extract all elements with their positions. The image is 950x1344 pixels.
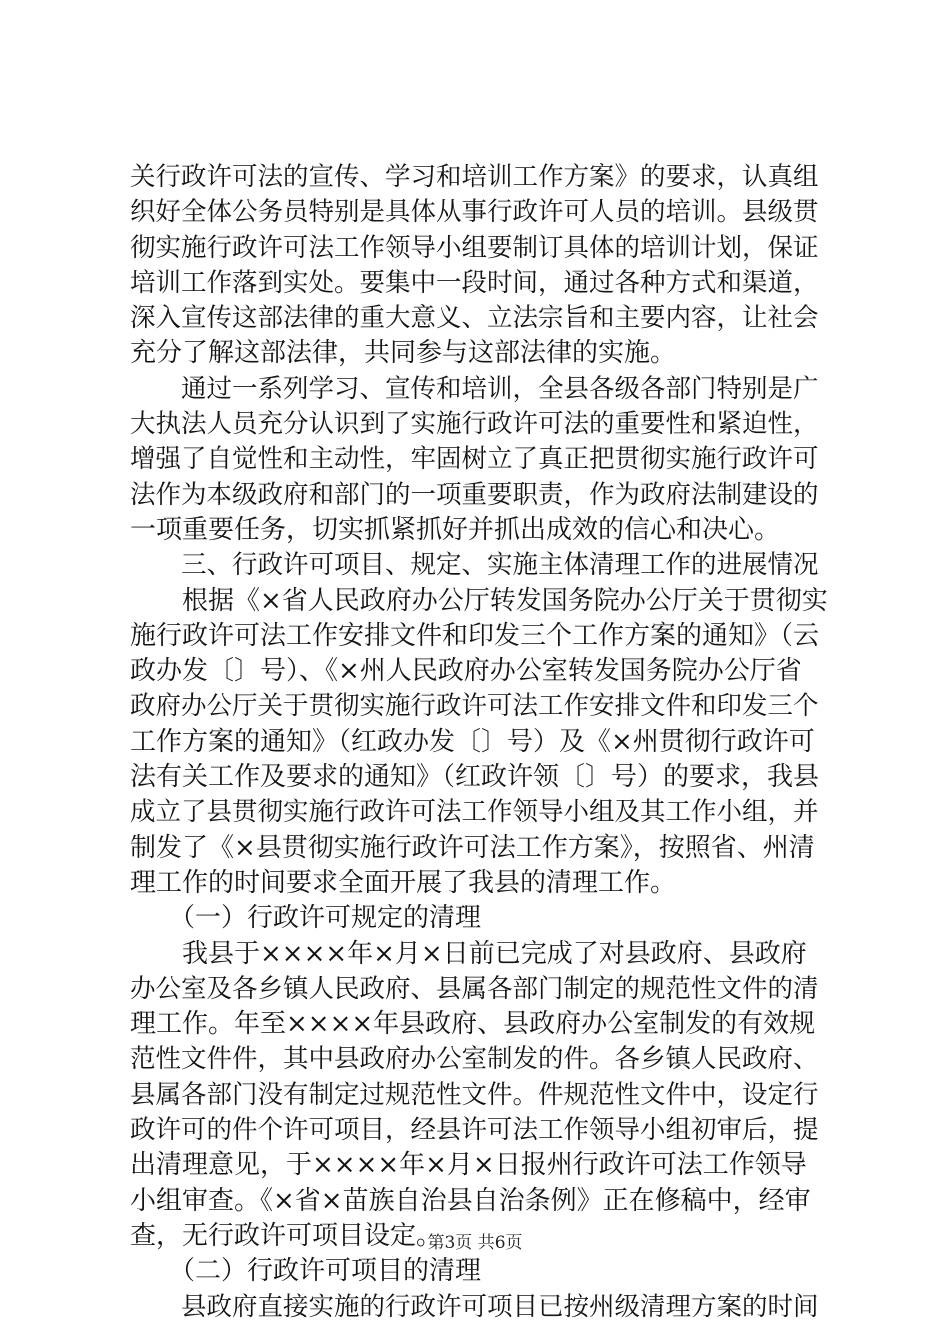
text-line: 一项重要任务，切实抓紧抓好并抓出成效的信心和决心。 <box>130 514 781 545</box>
text-line: 县属各部门没有制定过规范性文件。件规范性文件中，设定行 <box>130 1079 819 1110</box>
text-line: 深入宣传这部法律的重大意义、立法宗旨和主要内容，让社会 <box>130 303 819 334</box>
text-line: 根据《×省人民政府办公厅转发国务院办公厅关于贯彻实 <box>130 585 828 616</box>
text-line: 范性文件件，其中县政府办公室制发的件。各乡镇人民政府、 <box>130 1044 819 1075</box>
text-line: 县政府直接实施的行政许可项目已按州级清理方案的时间 <box>130 1291 819 1322</box>
text-line: 织好全体公务员特别是具体从事行政许可人员的培训。县级贯 <box>130 197 819 228</box>
text-line: （一）行政许可规定的清理 <box>130 903 482 934</box>
text-line: （二）行政许可项目的清理 <box>130 1256 482 1287</box>
text-line: 查，无行政许可项目设定。 <box>130 1220 443 1251</box>
text-line: 我县于××××年×月×日前已完成了对县政府、县政府 <box>130 938 807 969</box>
text-line: 小组审查。《×省×苗族自治县自治条例》正在修稿中，经审 <box>130 1185 811 1216</box>
text-line: 理工作的时间要求全面开展了我县的清理工作。 <box>130 867 677 898</box>
text-line: 三、行政许可项目、规定、实施主体清理工作的进展情况 <box>130 550 819 581</box>
text-line: 成立了县贯彻实施行政许可法工作领导小组及其工作小组，并 <box>130 797 819 828</box>
document-body <box>130 160 830 1325</box>
text-line: 出清理意见，于××××年×月×日报州行政许可法工作领导 <box>130 1150 807 1181</box>
text-line: 政许可的件个许可项目，经县许可法工作领导小组初审后，提 <box>130 1115 819 1146</box>
text-line: 办公室及各乡镇人民政府、县属各部门制定的规范性文件的清 <box>130 973 819 1004</box>
text-line: 法作为本级政府和部门的一项重要职责，作为政府法制建设的 <box>130 479 819 510</box>
text-line: 法有关工作及要求的通知》（红政许领〔〕号）的要求，我县 <box>130 762 820 793</box>
text-line: 充分了解这部法律，共同参与这部法律的实施。 <box>130 338 677 369</box>
text-line: 理工作。年至××××年县政府、县政府办公室制发的有效规 <box>130 1009 816 1040</box>
text-line: 施行政许可法工作安排文件和印发三个工作方案的通知》（云 <box>130 620 820 651</box>
text-line: 关行政许可法的宣传、学习和培训工作方案》的要求，认真组 <box>130 162 819 192</box>
text-line: 培训工作落到实处。要集中一段时间，通过各种方式和渠道， <box>130 267 819 298</box>
text-line: 政府办公厅关于贯彻实施行政许可法工作安排文件和印发三个 <box>130 691 819 722</box>
text-line: 大执法人员充分认识到了实施行政许可法的重要性和紧迫性， <box>130 409 819 440</box>
text-line: 增强了自觉性和主动性，牢固树立了真正把贯彻实施行政许可 <box>130 444 819 475</box>
text-line: 政办发〔〕号）、《×州人民政府办公室转发国务院办公厅省 <box>130 656 802 687</box>
text-line: 通过一系列学习、宣传和培训，全县各级各部门特别是广 <box>130 373 819 404</box>
text-line: 工作方案的通知》（红政办发〔〕号）及《×州贯彻行政许可 <box>130 726 815 757</box>
text-line: 彻实施行政许可法工作领导小组要制订具体的培训计划，保证 <box>130 232 819 263</box>
text-line: 制发了《×县贯彻实施行政许可法工作方案》，按照省、州清 <box>130 832 815 863</box>
page-footer: 第3页 共6页 <box>427 1233 523 1253</box>
